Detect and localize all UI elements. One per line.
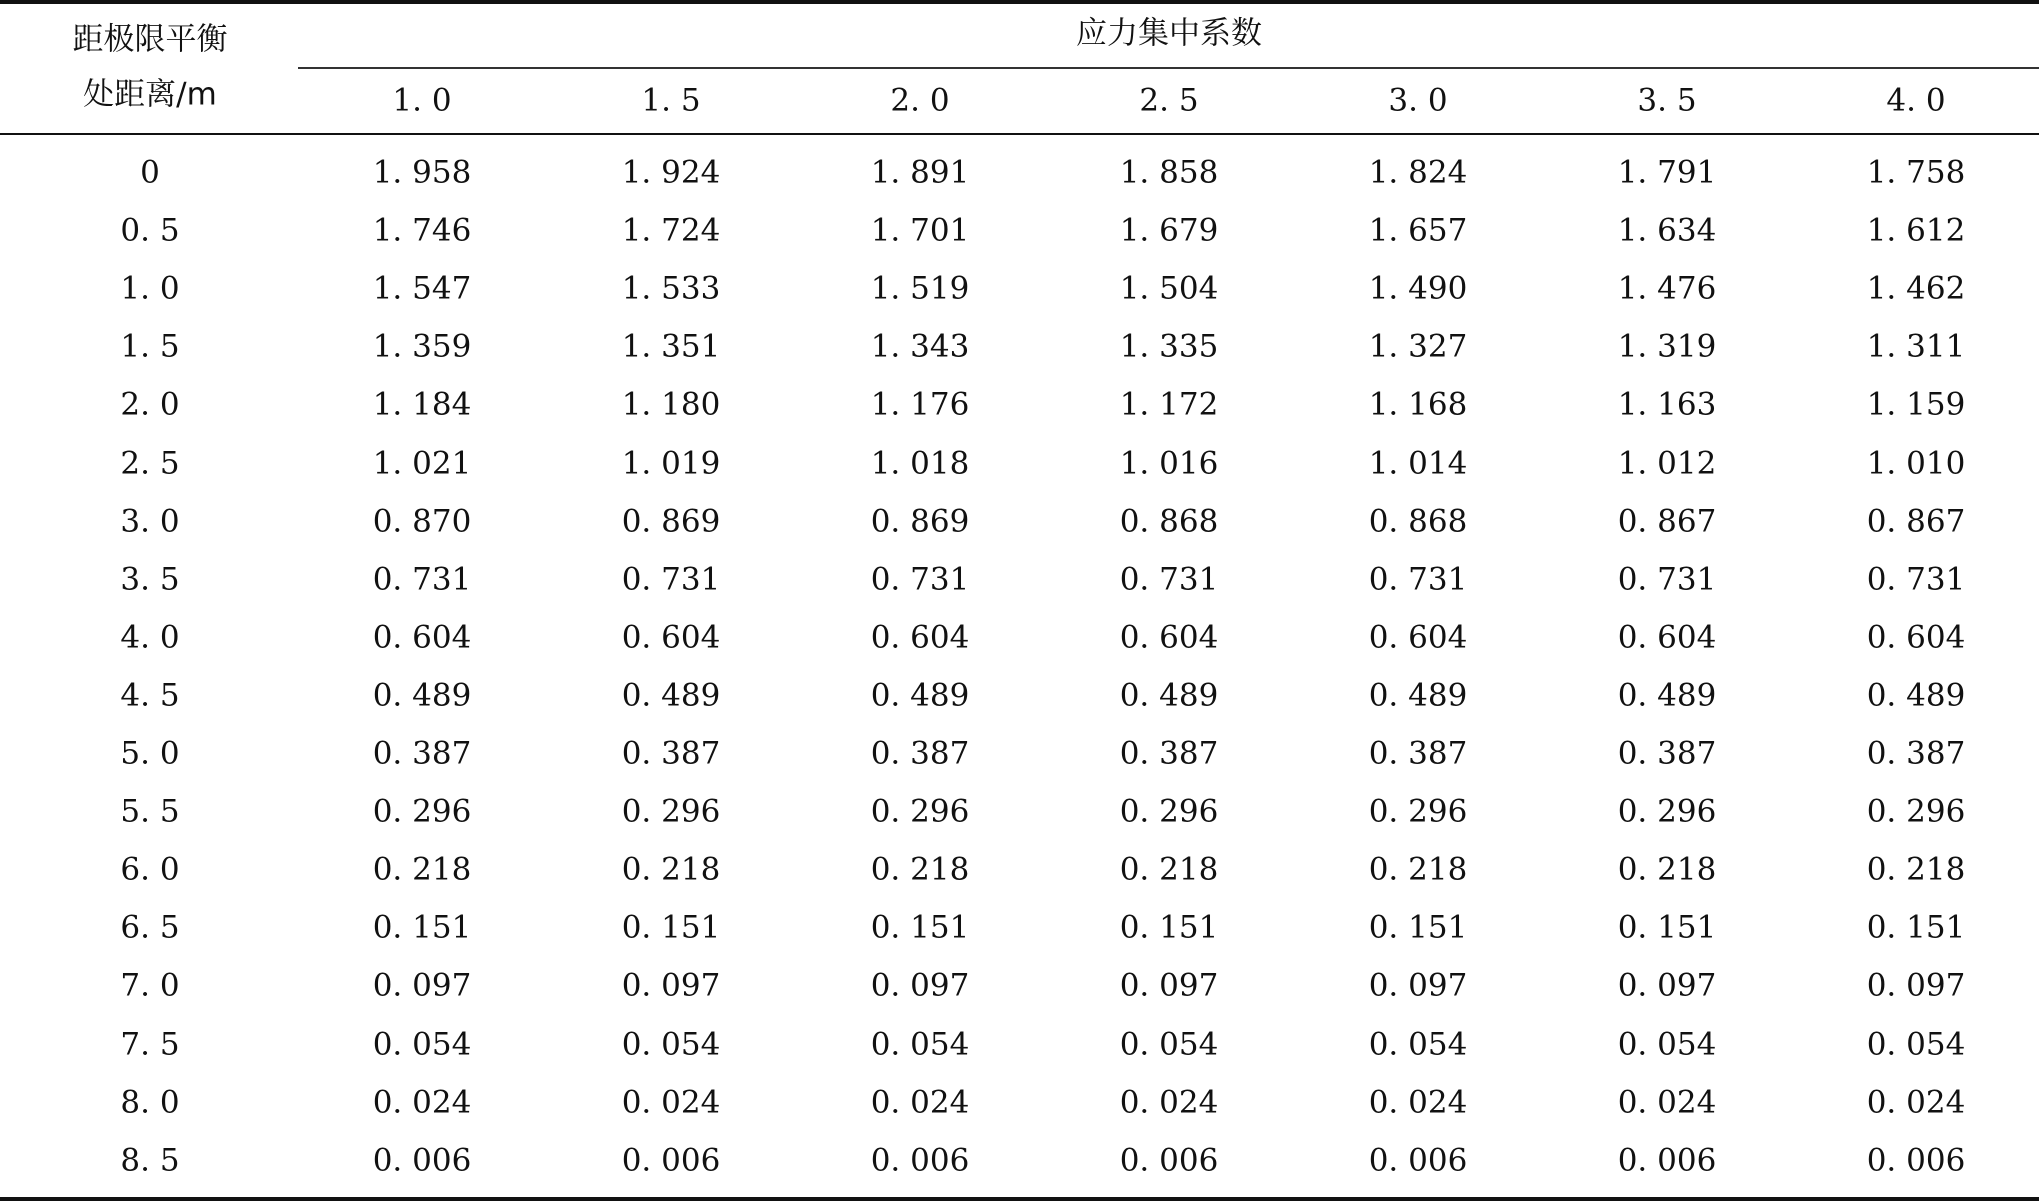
distance-cell: 4. 0	[120, 619, 180, 656]
group-header-rule	[298, 67, 2039, 69]
value-cell: 0. 296	[372, 793, 472, 830]
distance-cell: 3. 0	[120, 503, 180, 540]
value-cell: 0. 151	[621, 909, 721, 946]
value-cell: 1. 021	[372, 445, 472, 481]
value-cell: 0. 604	[1368, 619, 1468, 656]
distance-cell: 2. 0	[120, 386, 180, 423]
distance-cell: 3. 5	[120, 561, 180, 598]
value-cell: 0. 151	[870, 909, 970, 946]
value-cell: 0. 296	[870, 793, 970, 830]
value-cell: 0. 867	[1617, 503, 1717, 540]
value-cell: 1. 791	[1617, 154, 1717, 191]
distance-cell: 1. 5	[120, 328, 180, 365]
value-cell: 0. 006	[621, 1142, 721, 1179]
value-cell: 1. 746	[372, 212, 472, 249]
value-cell: 0. 054	[870, 1026, 970, 1062]
value-cell: 0. 387	[1368, 735, 1468, 772]
value-cell: 0. 024	[870, 1084, 970, 1121]
value-cell: 1. 172	[1119, 386, 1219, 423]
value-cell: 0. 387	[372, 735, 472, 772]
value-cell: 0. 489	[1617, 677, 1717, 714]
value-cell: 0. 489	[1119, 677, 1219, 714]
value-cell: 0. 489	[870, 677, 970, 714]
value-cell: 0. 489	[372, 677, 472, 714]
value-cell: 1. 758	[1866, 154, 1966, 191]
value-cell: 0. 868	[1119, 503, 1219, 540]
value-cell: 1. 476	[1617, 270, 1717, 307]
value-cell: 0. 054	[1368, 1026, 1468, 1062]
value-cell: 0. 151	[1866, 909, 1966, 946]
value-cell: 0. 868	[1368, 503, 1468, 540]
value-cell: 1. 634	[1617, 212, 1717, 249]
distance-cell: 2. 5	[120, 445, 180, 481]
value-cell: 0. 024	[1119, 1084, 1219, 1121]
value-cell: 0. 054	[372, 1026, 472, 1062]
value-cell: 0. 731	[1368, 561, 1468, 598]
value-cell: 0. 296	[1368, 793, 1468, 830]
column-header: 1. 0	[392, 82, 452, 119]
value-cell: 0. 731	[870, 561, 970, 598]
value-cell: 1. 168	[1368, 386, 1468, 423]
value-cell: 0. 296	[1119, 793, 1219, 830]
value-cell: 0. 054	[621, 1026, 721, 1062]
value-cell: 0. 604	[870, 619, 970, 656]
row-header-line-2: 处距离/m	[83, 76, 217, 113]
value-cell: 1. 679	[1119, 212, 1219, 249]
table-bottom-rule	[0, 1197, 2039, 1201]
distance-cell: 5. 0	[120, 735, 180, 772]
distance-cell: 7. 0	[120, 967, 180, 1004]
value-cell: 0. 218	[621, 851, 721, 888]
distance-cell: 6. 5	[120, 909, 180, 946]
value-cell: 1. 891	[870, 154, 970, 191]
value-cell: 1. 504	[1119, 270, 1219, 307]
value-cell: 1. 359	[372, 328, 472, 365]
distance-cell: 6. 0	[120, 851, 180, 888]
row-header-line-1: 距极限平衡	[72, 21, 228, 58]
value-cell: 0. 006	[870, 1142, 970, 1179]
value-cell: 0. 054	[1119, 1026, 1219, 1062]
value-cell: 0. 054	[1617, 1026, 1717, 1062]
column-header: 3. 0	[1388, 82, 1448, 119]
value-cell: 0. 006	[372, 1142, 472, 1179]
value-cell: 0. 867	[1866, 503, 1966, 540]
value-cell: 1. 657	[1368, 212, 1468, 249]
distance-cell: 0. 5	[120, 212, 180, 249]
value-cell: 0. 006	[1617, 1142, 1717, 1179]
value-cell: 0. 151	[1368, 909, 1468, 946]
value-cell: 1. 319	[1617, 328, 1717, 365]
column-header: 2. 0	[890, 82, 950, 119]
distance-cell: 4. 5	[120, 677, 180, 714]
value-cell: 1. 016	[1119, 445, 1219, 481]
value-cell: 1. 343	[870, 328, 970, 365]
value-cell: 1. 012	[1617, 445, 1717, 481]
value-cell: 1. 180	[621, 386, 721, 423]
value-cell: 0. 604	[1119, 619, 1219, 656]
value-cell: 0. 604	[621, 619, 721, 656]
value-cell: 0. 151	[1119, 909, 1219, 946]
value-cell: 1. 014	[1368, 445, 1468, 481]
value-cell: 0. 731	[1617, 561, 1717, 598]
value-cell: 0. 097	[1119, 967, 1219, 1004]
value-cell: 0. 151	[1617, 909, 1717, 946]
value-cell: 0. 097	[1866, 967, 1966, 1004]
value-cell: 0. 869	[870, 503, 970, 540]
value-cell: 0. 097	[1617, 967, 1717, 1004]
column-header: 4. 0	[1886, 82, 1946, 119]
column-header: 1. 5	[641, 82, 701, 119]
value-cell: 0. 604	[1617, 619, 1717, 656]
value-cell: 0. 731	[372, 561, 472, 598]
value-cell: 0. 006	[1368, 1142, 1468, 1179]
distance-cell: 8. 0	[120, 1084, 180, 1121]
value-cell: 0. 387	[1617, 735, 1717, 772]
value-cell: 0. 218	[1866, 851, 1966, 888]
value-cell: 0. 296	[1617, 793, 1717, 830]
value-cell: 1. 519	[870, 270, 970, 307]
value-cell: 1. 335	[1119, 328, 1219, 365]
value-cell: 1. 612	[1866, 212, 1966, 249]
header-bottom-rule	[0, 133, 2039, 135]
value-cell: 0. 218	[1617, 851, 1717, 888]
value-cell: 1. 019	[621, 445, 721, 481]
value-cell: 0. 387	[870, 735, 970, 772]
value-cell: 0. 097	[870, 967, 970, 1004]
value-cell: 1. 490	[1368, 270, 1468, 307]
value-cell: 1. 547	[372, 270, 472, 307]
group-header: 应力集中系数	[1076, 15, 1262, 52]
value-cell: 1. 159	[1866, 386, 1966, 423]
value-cell: 0. 218	[372, 851, 472, 888]
value-cell: 0. 006	[1119, 1142, 1219, 1179]
distance-cell: 7. 5	[120, 1026, 180, 1062]
value-cell: 0. 024	[621, 1084, 721, 1121]
value-cell: 0. 387	[1119, 735, 1219, 772]
value-cell: 1. 311	[1866, 328, 1966, 365]
value-cell: 1. 176	[870, 386, 970, 423]
value-cell: 0. 024	[1866, 1084, 1966, 1121]
value-cell: 0. 024	[1617, 1084, 1717, 1121]
value-cell: 0. 604	[372, 619, 472, 656]
column-header: 3. 5	[1637, 82, 1697, 119]
value-cell: 1. 010	[1866, 445, 1966, 481]
value-cell: 0. 489	[1866, 677, 1966, 714]
value-cell: 0. 731	[1866, 561, 1966, 598]
value-cell: 0. 296	[1866, 793, 1966, 830]
value-cell: 0. 097	[621, 967, 721, 1004]
value-cell: 0. 731	[1119, 561, 1219, 598]
value-cell: 0. 489	[1368, 677, 1468, 714]
value-cell: 1. 924	[621, 154, 721, 191]
value-cell: 0. 218	[870, 851, 970, 888]
value-cell: 1. 184	[372, 386, 472, 423]
value-cell: 0. 604	[1866, 619, 1966, 656]
value-cell: 0. 296	[621, 793, 721, 830]
value-cell: 0. 054	[1866, 1026, 1966, 1062]
value-cell: 0. 869	[621, 503, 721, 540]
value-cell: 0. 387	[1866, 735, 1966, 772]
distance-cell: 8. 5	[120, 1142, 180, 1179]
value-cell: 0. 151	[372, 909, 472, 946]
table-top-rule	[0, 0, 2039, 4]
value-cell: 0. 097	[372, 967, 472, 1004]
value-cell: 1. 858	[1119, 154, 1219, 191]
value-cell: 1. 533	[621, 270, 721, 307]
value-cell: 0. 218	[1119, 851, 1219, 888]
distance-cell: 0	[140, 154, 160, 191]
value-cell: 1. 724	[621, 212, 721, 249]
value-cell: 1. 163	[1617, 386, 1717, 423]
value-cell: 0. 387	[621, 735, 721, 772]
value-cell: 0. 489	[621, 677, 721, 714]
value-cell: 1. 462	[1866, 270, 1966, 307]
value-cell: 0. 024	[372, 1084, 472, 1121]
value-cell: 1. 327	[1368, 328, 1468, 365]
distance-cell: 5. 5	[120, 793, 180, 830]
value-cell: 0. 870	[372, 503, 472, 540]
value-cell: 0. 024	[1368, 1084, 1468, 1121]
distance-cell: 1. 0	[120, 270, 180, 307]
value-cell: 0. 218	[1368, 851, 1468, 888]
value-cell: 1. 018	[870, 445, 970, 481]
value-cell: 0. 731	[621, 561, 721, 598]
value-cell: 1. 351	[621, 328, 721, 365]
value-cell: 0. 097	[1368, 967, 1468, 1004]
column-header: 2. 5	[1139, 82, 1199, 119]
value-cell: 1. 701	[870, 212, 970, 249]
value-cell: 1. 824	[1368, 154, 1468, 191]
value-cell: 1. 958	[372, 154, 472, 191]
value-cell: 0. 006	[1866, 1142, 1966, 1179]
